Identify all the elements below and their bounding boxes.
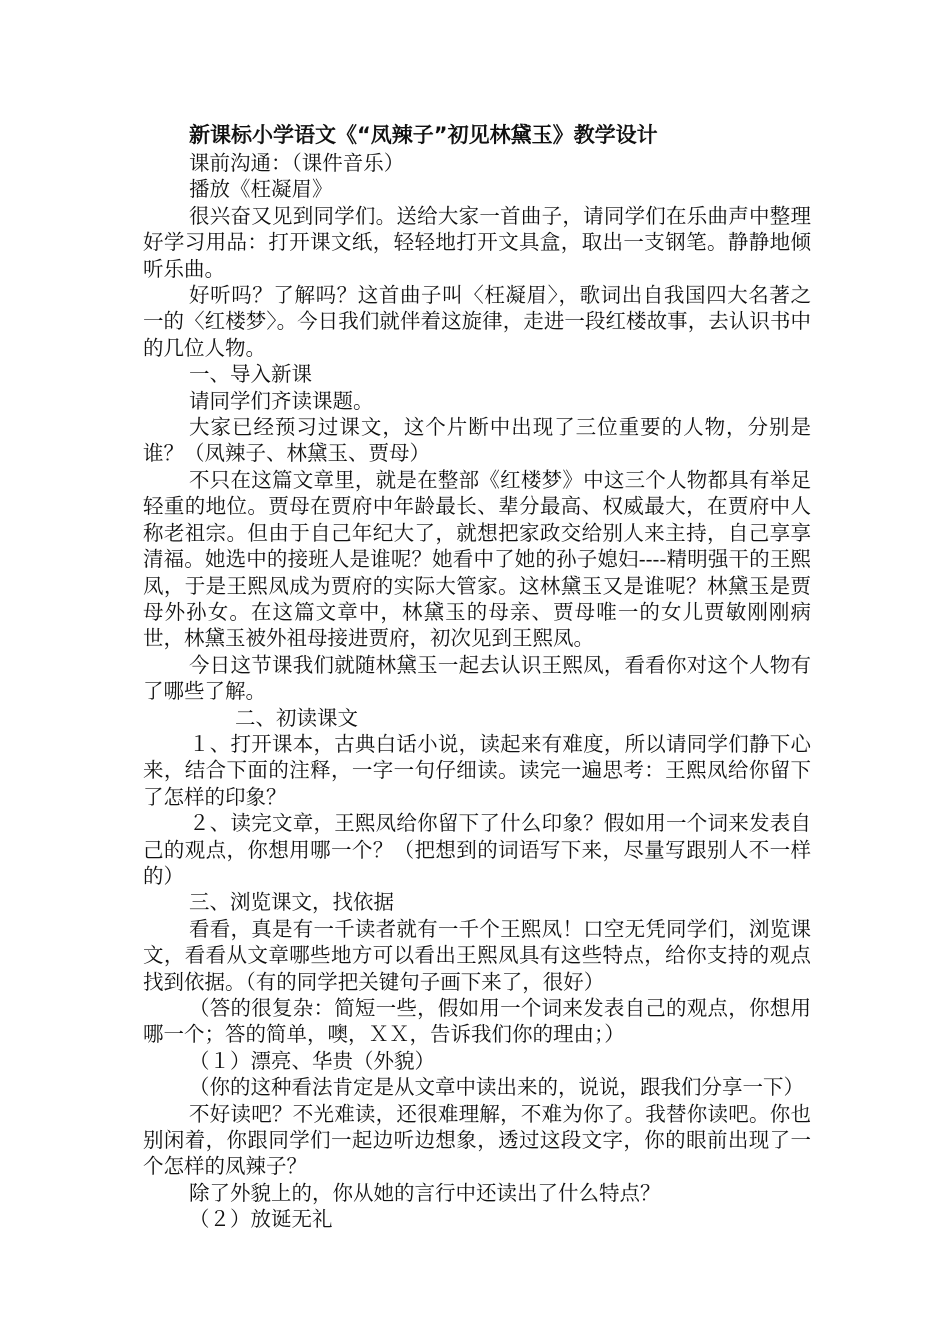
document-title: 新课标小学语文《“凤辣子”初见林黛玉》教学设计 [189, 123, 658, 147]
paragraph: （２）放诞无礼 [189, 1207, 333, 1232]
paragraph: 播放《枉凝眉》 [189, 177, 333, 202]
paragraph: （答的很复杂：简短一些，假如用一个词来发表自己的观点，你想用哪一个；答的简单，噢，ＸＸ，告诉我们你的理由；） [143, 996, 811, 1047]
document-page [143, 120, 811, 1233]
paragraph: 好听吗？了解吗？这首曲子叫〈枉凝眉〉，歌词出自我国四大名著之一的〈红楼梦〉。今日我们就伴着这旋律，走进一段红楼故事，去认识书中的几位人物。 [143, 283, 811, 360]
paragraph: （１）漂亮、华贵（外貌） [189, 1048, 435, 1073]
paragraph: 课前沟通：（课件音乐） [189, 151, 405, 175]
paragraph: 请同学们齐读课题。 [189, 388, 374, 413]
paragraph: １、打开课本，古典白话小说，读起来有难度，所以请同学们静下心来，结合下面的注释，一字一句仔细读。读完一遍思考：王熙凤给你留下了怎样的印象？ [143, 731, 811, 809]
paragraph: ２、读完文章，王熙凤给你留下了什么印象？假如用一个词来发表自己的观点，你想用哪一个？（把想到的词语写下来，尽量写跟别人不一样的） [143, 811, 811, 888]
paragraph: 除了外貌上的，你从她的言行中还读出了什么特点？ [189, 1180, 661, 1205]
paragraph: 不好读吧？不光难读，还很难理解，不难为你了。我替你读吧。你也别闲着，你跟同学们一起边听边想象，透过这段文字，你的眼前出现了一个怎样的凤辣子？ [143, 1101, 811, 1179]
paragraph: 很兴奋又见到同学们。送给大家一首曲子，请同学们在乐曲声中整理好学习用品：打开课文纸，轻轻地打开文具盒，取出一支钢笔。静静地倾听乐曲。 [143, 203, 811, 281]
paragraph: 今日这节课我们就随林黛玉一起去认识王熙凤，看看你对这个人物有了哪些了解。 [143, 652, 811, 704]
paragraph: 一、导入新课 [189, 362, 312, 387]
paragraph: 不只在这篇文章里，就是在整部《红楼梦》中这三个人物都具有举足轻重的地位。贾母在贾府中年龄最长、辈分最高、权威最大，在贾府中人称老祖宗。但由于自己年纪大了，就想把家政交给别人来主持，自己享享清福。她选中的接班人是谁呢？她看中了她的孙子媳妇----精明强干的王熙凤，于是王熙凤成为贾府的实际大管家。这林黛玉又是谁呢？林黛玉是贾母外孙女。在这篇文章中，林黛玉的母亲、贾母唯一的女儿贾敏刚刚病世，林黛玉被外祖母接进贾府，初次见到王熙凤。 [143, 467, 811, 651]
paragraph: 三、浏览课文，找依据 [189, 890, 394, 915]
paragraph: 大家已经预习过课文，这个片断中出现了三位重要的人物，分别是谁？（凤辣子、林黛玉、贾母） [143, 415, 811, 466]
paragraph: 看看，真是有一千读者就有一千个王熙凤！口空无凭同学们，浏览课文，看看从文章哪些地方可以看出王熙凤具有这些特点，给你支持的观点找到依据。（有的同学把关键句子画下来了，很好） [143, 916, 811, 994]
paragraph: 二、初读课文 [235, 705, 358, 730]
document-body [143, 150, 811, 1233]
paragraph: （你的这种看法肯定是从文章中读出来的，说说，跟我们分享一下） [189, 1075, 804, 1100]
